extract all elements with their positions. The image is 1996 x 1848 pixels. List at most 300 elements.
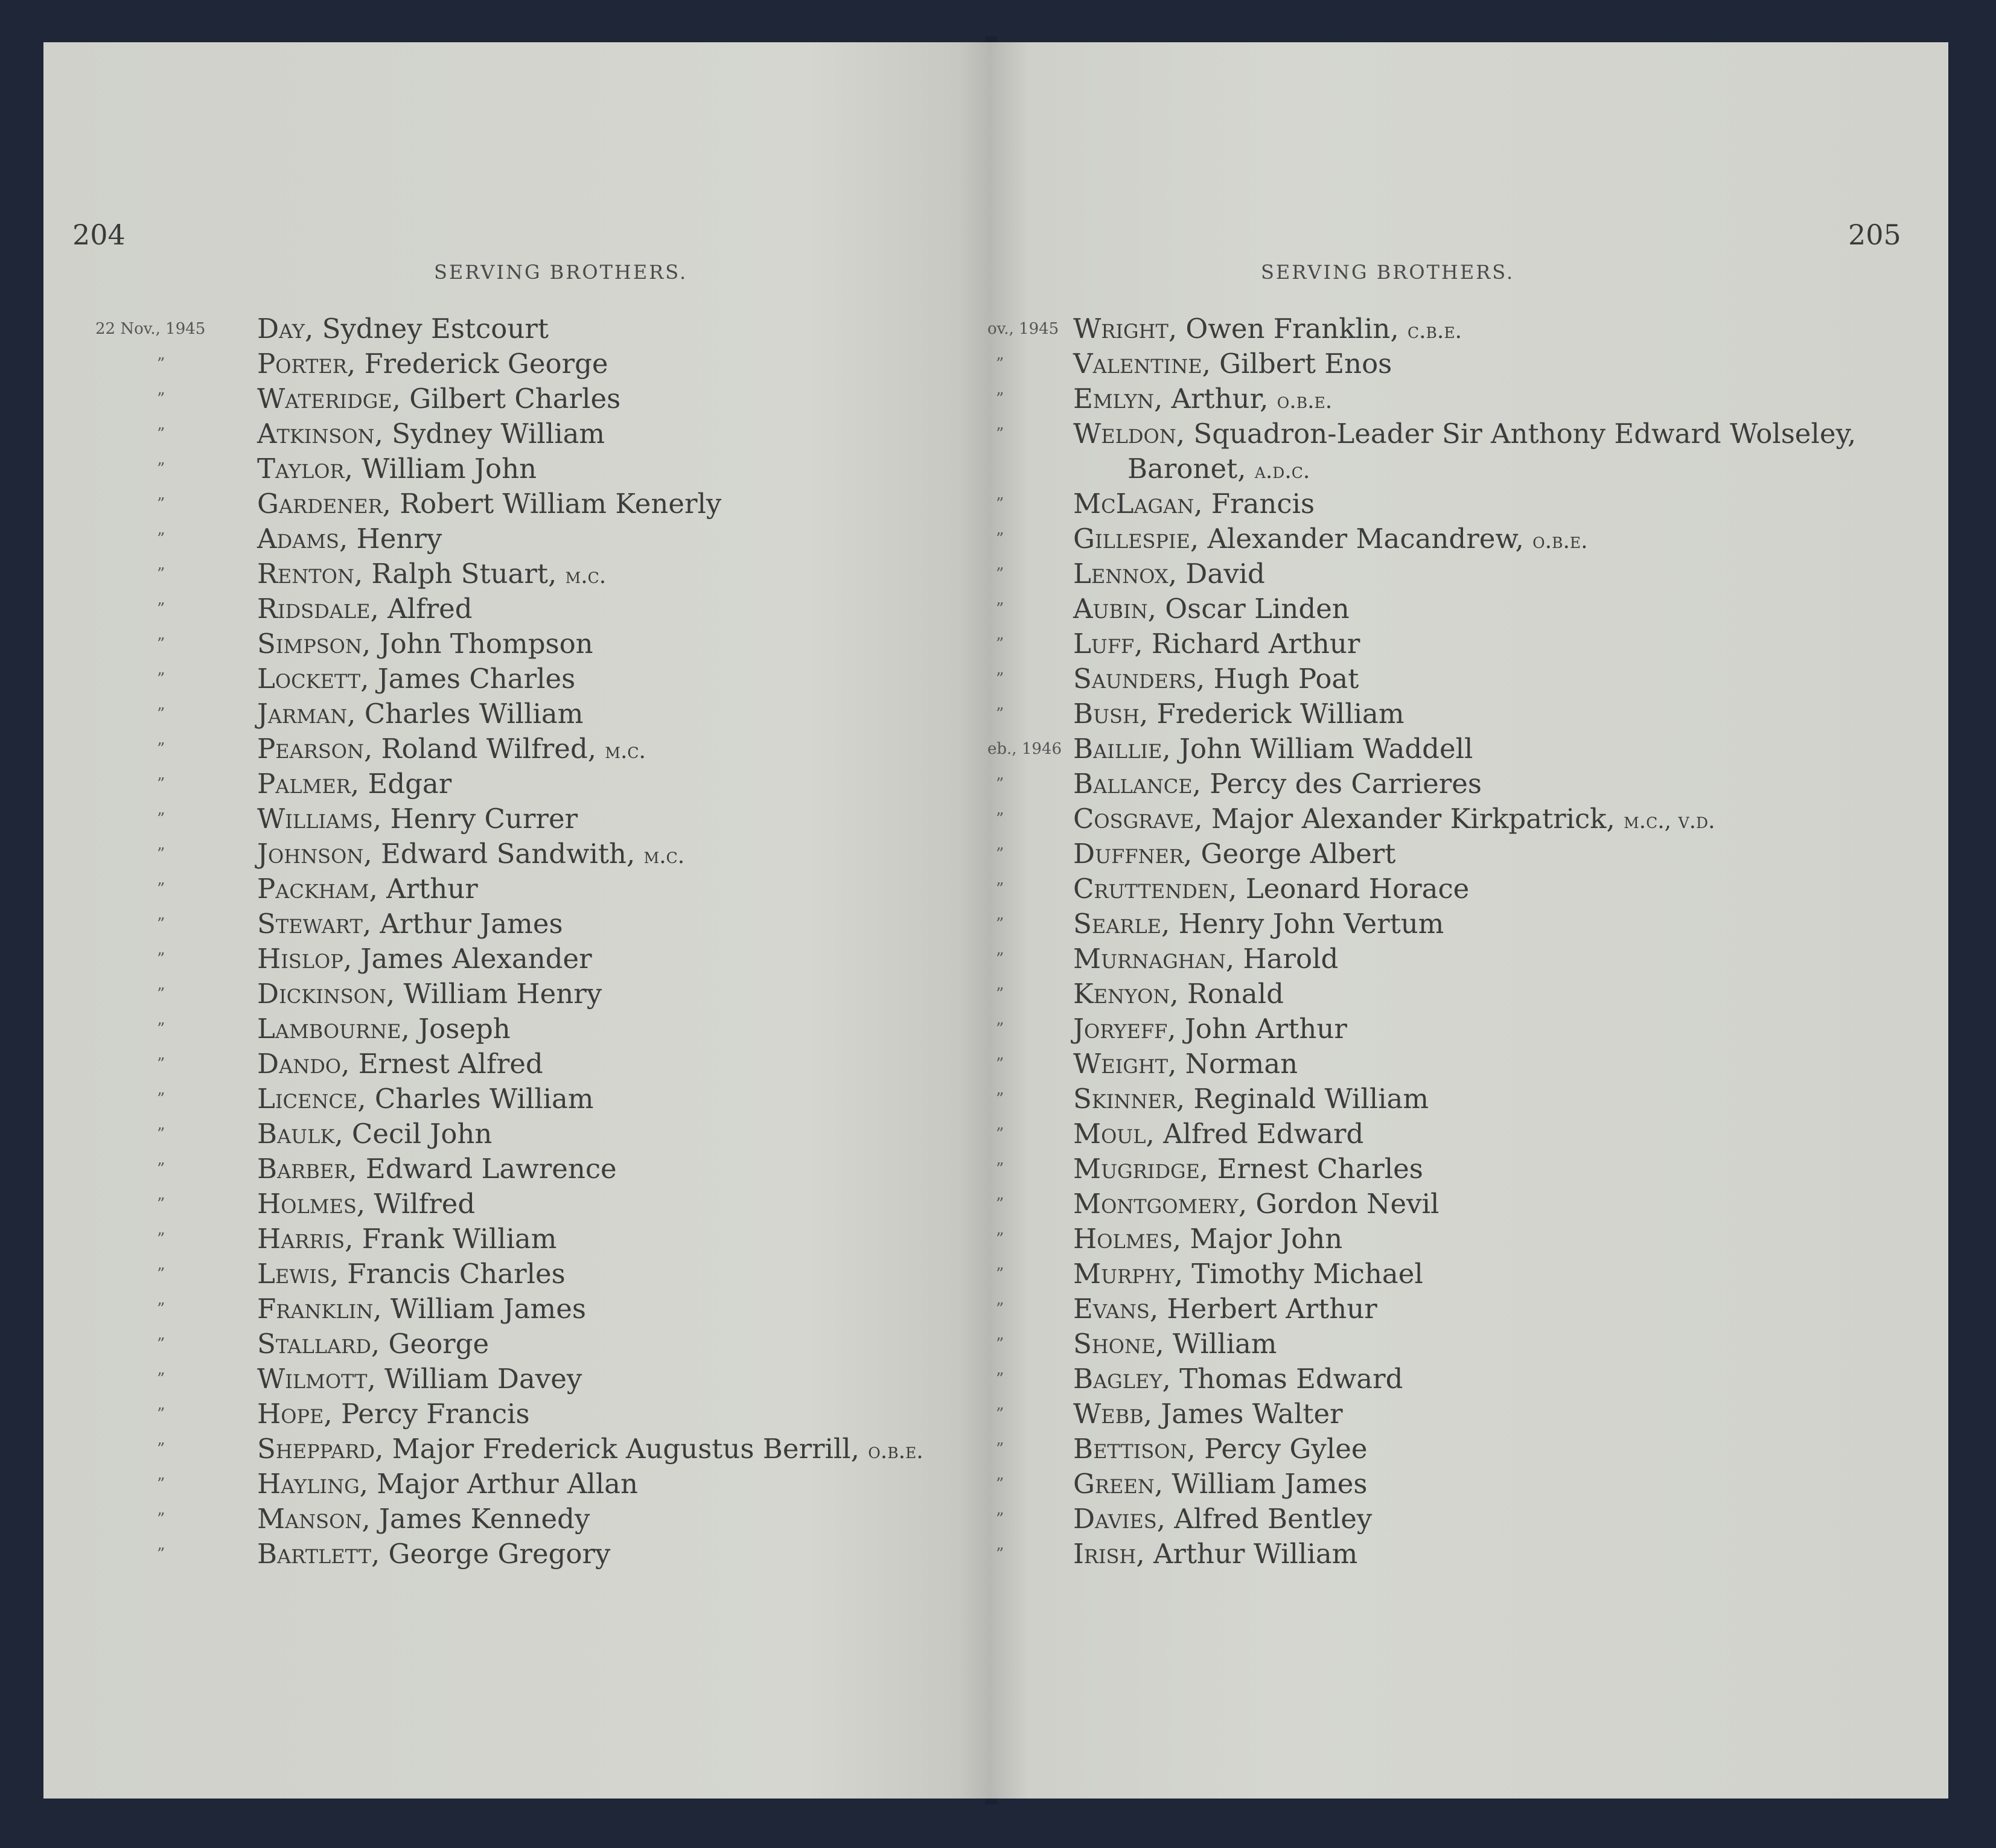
- given-names: , Wilfred: [356, 1188, 476, 1220]
- list-item: [43, 591, 996, 626]
- surname: Gardener: [257, 488, 383, 520]
- list-item: [43, 766, 996, 801]
- given-names: , Sydney William: [374, 418, 605, 450]
- entry-name: [257, 1502, 590, 1537]
- surname: Green: [1073, 1468, 1155, 1500]
- date-mark: ”: [157, 775, 165, 793]
- surname: Palmer: [257, 768, 351, 800]
- surname: Hislop: [257, 943, 343, 975]
- list-item: [43, 451, 996, 486]
- surname: Holmes: [1073, 1223, 1173, 1255]
- given-names: , William Henry: [386, 978, 602, 1010]
- given-names: , Squadron-Leader Sir Anthony Edward Wolseley,: [1176, 418, 1857, 450]
- entry-name: [257, 1187, 475, 1222]
- entry-name: [257, 1222, 556, 1257]
- list-item: [43, 871, 996, 906]
- list-item: [43, 1047, 996, 1082]
- entry-name: [257, 1397, 530, 1432]
- surname: Saunders: [1073, 663, 1196, 695]
- list-item: [991, 556, 1948, 591]
- given-names: , Henry John Vertum: [1161, 908, 1444, 940]
- date-mark: ”: [157, 425, 165, 443]
- date-mark: ”: [157, 460, 165, 478]
- date-mark: ”: [157, 950, 165, 968]
- entry-name: [1073, 766, 1482, 801]
- surname: Bagley: [1073, 1363, 1162, 1395]
- given-names: , Thomas Edward: [1162, 1363, 1403, 1395]
- entry-name: [257, 451, 537, 486]
- date-mark: ”: [996, 1020, 1004, 1038]
- list-item: [43, 836, 996, 871]
- surname: Renton: [257, 558, 354, 590]
- given-names: , Gilbert Enos: [1202, 348, 1392, 380]
- honours: m.c., v.d.: [1624, 809, 1715, 833]
- date-mark: ”: [996, 1405, 1004, 1423]
- date-mark: ”: [996, 425, 1004, 443]
- list-item: [991, 626, 1948, 661]
- surname: Baillie: [1073, 733, 1162, 765]
- list-item: [991, 661, 1948, 696]
- entry-name: [1073, 381, 1332, 419]
- surname: Packham: [257, 873, 369, 905]
- entry-name: [257, 626, 593, 661]
- entry-name: [1073, 1502, 1372, 1537]
- list-item: [43, 1222, 996, 1257]
- given-names: , Major Arthur Allan: [359, 1468, 638, 1500]
- given-names: , Henry: [339, 523, 442, 555]
- list-item: [991, 906, 1948, 942]
- entry-name: [257, 871, 478, 906]
- list-item: [43, 486, 996, 521]
- entry-name: [257, 521, 442, 556]
- surname: Hope: [257, 1398, 324, 1430]
- entry-name: [1073, 1222, 1342, 1257]
- honours: m.c.: [605, 739, 646, 763]
- given-names: , Frederick George: [346, 348, 608, 380]
- entry-name: [1073, 1257, 1423, 1292]
- list-item: [43, 1292, 996, 1327]
- list-item: [43, 1082, 996, 1117]
- given-names: , Timothy Michael: [1174, 1258, 1423, 1290]
- entry-name: [1073, 1327, 1277, 1362]
- list-item: [43, 1362, 996, 1397]
- list-item: [43, 1502, 996, 1537]
- entry-list: [43, 311, 996, 1572]
- surname: Valentine: [1073, 348, 1202, 380]
- date-mark: ”: [157, 1230, 165, 1248]
- entry-name: [1073, 906, 1444, 942]
- date-mark: ”: [996, 1440, 1004, 1458]
- entry-name: [1073, 521, 1588, 559]
- date-mark: ”: [157, 1090, 165, 1108]
- surname: Porter: [257, 348, 347, 380]
- surname: Bush: [1073, 698, 1140, 730]
- given-names: , George: [371, 1328, 489, 1360]
- surname: Lambourne: [257, 1013, 401, 1045]
- entry-name: [257, 381, 620, 416]
- date-mark: ”: [996, 845, 1004, 863]
- given-names: , Cecil John: [334, 1118, 493, 1150]
- surname: Irish: [1073, 1538, 1137, 1570]
- surname: Montgomery: [1073, 1188, 1239, 1220]
- date-mark: ”: [996, 985, 1004, 1003]
- surname: Adams: [257, 523, 339, 555]
- entry-name: [1073, 696, 1405, 731]
- given-names: , David: [1168, 558, 1265, 590]
- given-names: , Major Frederick Augustus Berrill,: [375, 1433, 869, 1465]
- surname: Barber: [257, 1153, 349, 1185]
- entry-name: [1073, 1117, 1363, 1152]
- surname: Evans: [1073, 1293, 1150, 1325]
- list-item: [991, 521, 1948, 556]
- list-item: [43, 381, 996, 416]
- entry-name: [1073, 1152, 1423, 1187]
- date-mark: ”: [996, 1055, 1004, 1073]
- surname: Sheppard: [257, 1433, 375, 1465]
- entry-name: [257, 1047, 543, 1082]
- list-item: [43, 661, 996, 696]
- list-item: [991, 1257, 1948, 1292]
- entry-name: [257, 1292, 586, 1327]
- surname: Davies: [1073, 1503, 1157, 1535]
- surname: Stallard: [257, 1328, 371, 1360]
- date-mark: ”: [157, 495, 165, 513]
- date-mark: ”: [157, 1370, 165, 1388]
- surname: Duffner: [1073, 838, 1184, 870]
- list-item: [43, 1152, 996, 1187]
- list-item: [991, 486, 1948, 521]
- given-names: , Francis Charles: [330, 1258, 566, 1290]
- given-names: , Ernest Charles: [1199, 1153, 1423, 1185]
- given-names: , Gilbert Charles: [392, 383, 621, 415]
- entry-name: [257, 977, 602, 1012]
- page-number: 204: [72, 218, 126, 251]
- list-item: [991, 1047, 1948, 1082]
- list-item: [991, 836, 1948, 871]
- surname: Dando: [257, 1048, 342, 1080]
- date-mark: ”: [157, 635, 165, 653]
- list-item: [991, 346, 1948, 381]
- surname: Gillespie: [1073, 523, 1190, 555]
- list-item: [43, 556, 996, 591]
- continuation-line: [1127, 451, 1310, 489]
- surname: Cosgrave: [1073, 803, 1194, 835]
- list-item: [991, 416, 1948, 486]
- surname: Atkinson: [257, 418, 375, 450]
- list-item: [991, 591, 1948, 626]
- date-mark: ”: [996, 565, 1004, 583]
- entry-name: [257, 942, 592, 977]
- surname: Joryeff: [1073, 1013, 1168, 1045]
- date-mark: ”: [996, 670, 1004, 688]
- surname: Bartlett: [257, 1538, 371, 1570]
- list-item: [991, 766, 1948, 801]
- given-names: , Percy des Carrieres: [1192, 768, 1482, 800]
- date-mark: ”: [157, 1440, 165, 1458]
- entry-list: [987, 311, 1948, 1572]
- list-item: [987, 311, 1948, 346]
- entry-name: [257, 591, 473, 626]
- list-item: [43, 1257, 996, 1292]
- continuation-text: Baronet,: [1127, 453, 1255, 485]
- entry-name: [257, 1362, 582, 1397]
- date-mark: ”: [157, 1475, 165, 1493]
- date-mark: ”: [157, 565, 165, 583]
- surname: Lockett: [257, 663, 361, 695]
- surname: Hayling: [257, 1468, 360, 1500]
- date-mark: ”: [996, 1300, 1004, 1318]
- entry-name: [1073, 871, 1469, 906]
- entry-name: [257, 1012, 511, 1047]
- given-names: , Harold: [1225, 943, 1339, 975]
- list-item: [991, 1082, 1948, 1117]
- date-mark: 22 Nov., 1945: [95, 320, 206, 338]
- date-mark: ”: [996, 705, 1004, 723]
- given-names: , Owen Franklin,: [1168, 313, 1408, 345]
- given-names: , Leonard Horace: [1228, 873, 1470, 905]
- page-number: 205: [1848, 218, 1901, 251]
- date-mark: ”: [996, 635, 1004, 653]
- entry-name: [1073, 1397, 1343, 1432]
- list-item: [43, 521, 996, 556]
- date-mark: ”: [996, 810, 1004, 828]
- date-mark: eb., 1946: [987, 740, 1062, 758]
- given-names: , James Alexander: [343, 943, 592, 975]
- list-item: [43, 1467, 996, 1502]
- given-names: , Herbert Arthur: [1149, 1293, 1377, 1325]
- given-names: , James Charles: [360, 663, 576, 695]
- surname: Skinner: [1073, 1083, 1176, 1115]
- list-item: [991, 1117, 1948, 1152]
- given-names: , Percy Francis: [324, 1398, 530, 1430]
- surname: Searle: [1073, 908, 1161, 940]
- entry-name: [1073, 661, 1359, 696]
- date-mark: ”: [996, 1510, 1004, 1528]
- given-names: , Norman: [1168, 1048, 1298, 1080]
- list-item: [991, 1327, 1948, 1362]
- entry-name: [257, 731, 646, 769]
- list-item: [991, 1397, 1948, 1432]
- entry-name: [1073, 346, 1392, 381]
- entry-name: [1073, 836, 1395, 871]
- date-mark: ov., 1945: [987, 320, 1059, 338]
- entry-name: [1073, 311, 1462, 349]
- given-names: , Henry Currer: [372, 803, 578, 835]
- list-item: [991, 1152, 1948, 1187]
- entry-name: [257, 1082, 594, 1117]
- surname: Taylor: [257, 453, 345, 485]
- list-item: [43, 942, 996, 977]
- given-names: , Reginald William: [1176, 1083, 1429, 1115]
- entry-name: [1073, 1537, 1357, 1572]
- surname: Ballance: [1073, 768, 1193, 800]
- list-item: [991, 1187, 1948, 1222]
- date-mark: ”: [157, 1300, 165, 1318]
- date-mark: ”: [996, 1195, 1004, 1213]
- list-item: [991, 1432, 1948, 1467]
- entry-name: [257, 801, 578, 836]
- given-names: , Oscar Linden: [1147, 593, 1350, 625]
- date-mark: ”: [157, 1195, 165, 1213]
- date-mark: ”: [157, 1160, 165, 1178]
- running-head: SERVING BROTHERS.: [434, 261, 688, 284]
- surname: Weldon: [1073, 418, 1176, 450]
- list-item: [43, 1537, 996, 1572]
- date-mark: ”: [157, 985, 165, 1003]
- date-mark: ”: [157, 1510, 165, 1528]
- list-item: [991, 1467, 1948, 1502]
- date-mark: ”: [996, 1125, 1004, 1143]
- surname: Moul: [1073, 1118, 1146, 1150]
- given-names: , Charles William: [347, 698, 584, 730]
- given-names: , Alfred Bentley: [1156, 1503, 1373, 1535]
- date-mark: ”: [157, 600, 165, 618]
- surname: Day: [257, 313, 305, 345]
- entry-name: [1073, 801, 1715, 839]
- entry-name: [257, 696, 583, 731]
- given-names: , Frederick William: [1139, 698, 1405, 730]
- given-names: , Edgar: [350, 768, 452, 800]
- entry-name: [1073, 1012, 1347, 1047]
- honours: o.b.e.: [1532, 529, 1588, 553]
- surname: Lennox: [1073, 558, 1169, 590]
- surname: Stewart: [257, 908, 363, 940]
- entry-name: [1073, 1467, 1367, 1502]
- given-names: , Edward Lawrence: [348, 1153, 617, 1185]
- date-mark: ”: [157, 1055, 165, 1073]
- list-item: [991, 381, 1948, 416]
- list-item: [991, 977, 1948, 1012]
- date-mark: ”: [157, 810, 165, 828]
- date-mark: ”: [996, 950, 1004, 968]
- list-item: [43, 977, 996, 1012]
- date-mark: ”: [157, 880, 165, 898]
- entry-name: [1073, 731, 1473, 766]
- given-names: , George Albert: [1183, 838, 1396, 870]
- given-names: , John William Waddell: [1162, 733, 1473, 765]
- surname: Pearson: [257, 733, 364, 765]
- given-names: , Ronald: [1170, 978, 1284, 1010]
- date-mark: ”: [996, 390, 1004, 408]
- given-names: , James Kennedy: [362, 1503, 590, 1535]
- date-mark: ”: [157, 1335, 165, 1353]
- surname: Franklin: [257, 1293, 374, 1325]
- list-item: [43, 1327, 996, 1362]
- entry-name: [1073, 416, 1856, 451]
- given-names: , George Gregory: [371, 1538, 611, 1570]
- surname: Wilmott: [257, 1363, 368, 1395]
- surname: Wright: [1073, 313, 1169, 345]
- entry-name: [257, 486, 721, 521]
- given-names: , Richard Arthur: [1134, 628, 1360, 660]
- entry-name: [257, 556, 606, 594]
- given-names: , Alfred Edward: [1146, 1118, 1364, 1150]
- date-mark: ”: [996, 1265, 1004, 1283]
- list-item: [991, 1362, 1948, 1397]
- surname: Jarman: [257, 698, 348, 730]
- surname: Simpson: [257, 628, 362, 660]
- list-item: [991, 1537, 1948, 1572]
- given-names: , Joseph: [401, 1013, 511, 1045]
- given-names: , Alfred: [370, 593, 473, 625]
- date-mark: ”: [996, 915, 1004, 933]
- list-item: [991, 1012, 1948, 1047]
- surname: Murphy: [1073, 1258, 1175, 1290]
- surname: Lewis: [257, 1258, 330, 1290]
- date-mark: ”: [996, 1230, 1004, 1248]
- entry-name: [257, 661, 575, 696]
- given-names: , William James: [1154, 1468, 1368, 1500]
- surname: Williams: [257, 803, 373, 835]
- surname: Wateridge: [257, 383, 392, 415]
- entry-name: [1073, 556, 1265, 591]
- list-item: [43, 1117, 996, 1152]
- given-names: , Ernest Alfred: [341, 1048, 543, 1080]
- list-item: [991, 801, 1948, 836]
- date-mark: ”: [996, 1370, 1004, 1388]
- surname: Webb: [1073, 1398, 1144, 1430]
- date-mark: ”: [996, 1335, 1004, 1353]
- entry-name: [257, 1257, 566, 1292]
- given-names: , Arthur James: [362, 908, 563, 940]
- entry-name: [257, 906, 563, 942]
- entry-name: [1073, 1082, 1429, 1117]
- date-mark: ”: [996, 1090, 1004, 1108]
- list-item: [43, 346, 996, 381]
- entry-name: [257, 1537, 610, 1572]
- list-item: [991, 1222, 1948, 1257]
- date-mark: ”: [996, 530, 1004, 548]
- list-item: [43, 1187, 996, 1222]
- given-names: , Gordon Nevil: [1238, 1188, 1440, 1220]
- surname: Kenyon: [1073, 978, 1170, 1010]
- list-item: [991, 942, 1948, 977]
- given-names: , Ralph Stuart,: [354, 558, 566, 590]
- date-mark: ”: [996, 1160, 1004, 1178]
- surname: Luff: [1073, 628, 1135, 660]
- given-names: , Arthur William: [1136, 1538, 1358, 1570]
- list-item: [991, 1292, 1948, 1327]
- surname: Aubin: [1073, 593, 1148, 625]
- date-mark: ”: [157, 1020, 165, 1038]
- date-mark: ”: [157, 1265, 165, 1283]
- date-mark: ”: [996, 1545, 1004, 1563]
- honours: o.b.e.: [868, 1439, 923, 1464]
- entry-name: [1073, 591, 1350, 626]
- entry-name: [257, 1152, 617, 1187]
- date-mark: ”: [157, 1405, 165, 1423]
- surname: Cruttenden: [1073, 873, 1229, 905]
- date-mark: ”: [157, 845, 165, 863]
- list-item: [43, 731, 996, 766]
- list-item: [43, 626, 996, 661]
- given-names: , Frank William: [345, 1223, 557, 1255]
- date-mark: ”: [157, 1125, 165, 1143]
- entry-name: [1073, 1292, 1377, 1327]
- given-names: , Edward Sandwith,: [363, 838, 644, 870]
- entry-name: [257, 1467, 638, 1502]
- entry-name: [257, 346, 608, 381]
- given-names: , William: [1155, 1328, 1277, 1360]
- entry-name: [257, 1327, 489, 1362]
- entry-name: [1073, 942, 1338, 977]
- list-item: [43, 801, 996, 836]
- date-mark: ”: [996, 880, 1004, 898]
- given-names: , William Davey: [367, 1363, 582, 1395]
- date-mark: ”: [157, 355, 165, 373]
- honours: a.d.c.: [1254, 459, 1310, 483]
- entry-name: [257, 836, 684, 874]
